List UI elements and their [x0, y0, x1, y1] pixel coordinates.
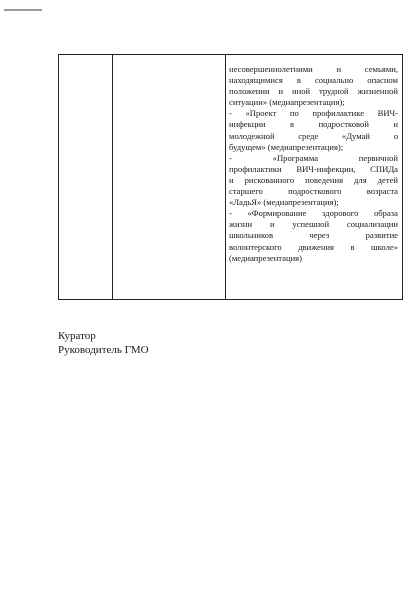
cell-line: - «Формирование здорового образа	[229, 208, 398, 219]
cell-line: (медиапрезентация)	[229, 252, 302, 263]
cell-line: школьников через развитие	[229, 230, 398, 241]
signature-block	[58, 329, 149, 357]
cell-line: - «Программа первичной	[229, 152, 398, 163]
cell-line: жизни и успешной социализации	[229, 219, 398, 230]
cell-line: инфекции в подростковой и	[229, 119, 398, 130]
document-table	[58, 54, 403, 300]
cell-line: находящимися в социально опасном	[229, 75, 398, 86]
cell-line: старшего подросткового возраста	[229, 186, 398, 197]
cell-line: «ЛадьЯ» (медиапрезентация);	[229, 197, 339, 208]
cell-line: ситуации» (медиапрезентация);	[229, 97, 345, 108]
cell-line: волонтерского движения в школе»	[229, 241, 398, 252]
cell-line: молодежной среде «Думай о	[229, 130, 398, 141]
cell-line: профилактики ВИЧ-инфекции, СПИДа	[229, 163, 398, 174]
cell-line: положении и иной трудной жизненной	[229, 86, 398, 97]
cell-line: и рискованного поведения для детей	[229, 174, 398, 185]
head-label: Руководитель ГМО	[58, 344, 149, 356]
table-column-divider	[112, 55, 113, 299]
curator-label: Куратор	[58, 330, 96, 342]
cell-line: будущем» (медиапрезентация);	[229, 141, 344, 152]
scan-mark	[4, 9, 42, 11]
table-cell-activities	[229, 64, 398, 264]
cell-line: - «Проект по профилактике ВИЧ-	[229, 108, 398, 119]
cell-line: несовершеннолетними и семьями,	[229, 64, 398, 74]
table-column-divider	[225, 55, 226, 299]
